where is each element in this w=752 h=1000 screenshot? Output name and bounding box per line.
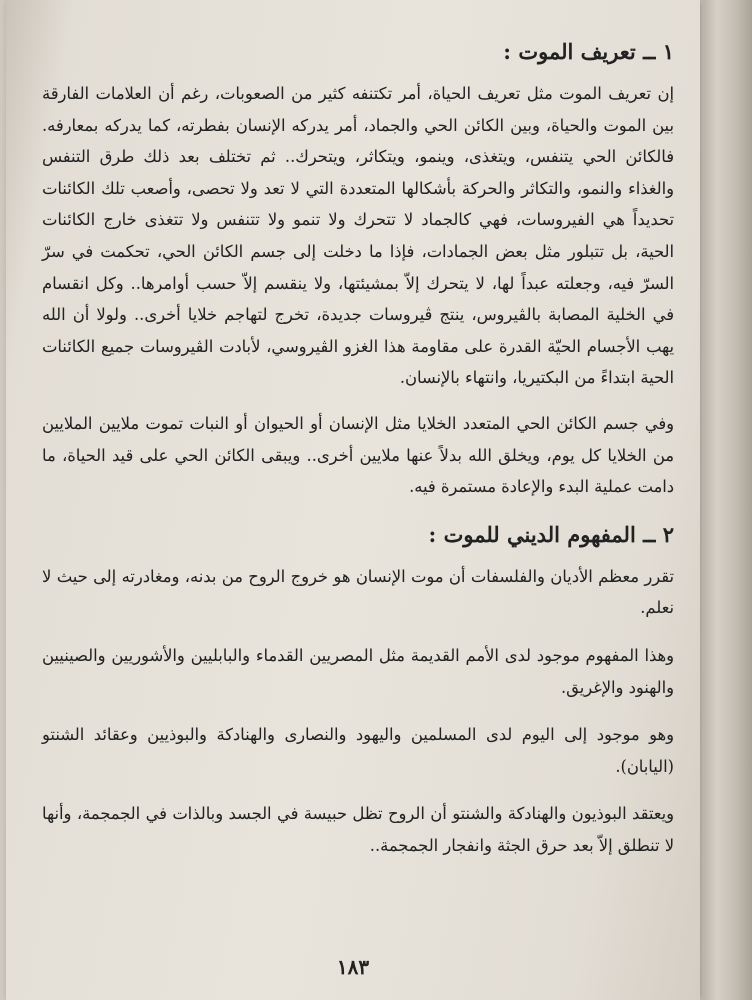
section-2-paragraph-4: ويعتقد البوذيون والهنادكة والشنتو أن الروح تظل حبيسة في الجسد وبالذات في الجمجمة، وأنها لا تنطلق إلاّ بعد حرق الجثة وانفجار الجمجمة.. xyxy=(42,804,674,855)
section-2-paragraph-1: تقرر معظم الأديان والفلسفات أن موت الإنسان هو خروج الروح من بدنه، ومغادرته إلى حيث لا نعلم. xyxy=(42,566,674,618)
section-2-heading: ٢ ــ المفهوم الديني للموت : xyxy=(428,521,674,547)
section-2-paragraph-3: وهو موجود إلى اليوم لدى المسلمين واليهود والنصارى والهنادكة والبوذيين وعقائد الشنتو (اليابان). xyxy=(42,725,674,776)
page-text xyxy=(42,30,674,877)
book-page-edge xyxy=(702,0,752,1000)
page-number: ١٨٣ xyxy=(336,955,370,979)
section-1-paragraph-2: وفي جسم الكائن الحي المتعدد الخلايا مثل الإنسان أو الحيوان أو النبات تموت ملايين الملايين من الخلايا كل يوم، ويخلق الله بدلاً عنها ملايين أخرى.. ويبقى الكائن الحي على قيد الحياة، ما دامت عملية البدء والإعادة مستمرة فيه. xyxy=(42,413,674,497)
book-page xyxy=(6,0,700,1000)
section-1-paragraph-1: إن تعريف الموت مثل تعريف الحياة، أمر تكتنفه كثير من الصعوبات، رغم أن العلامات الفارقة بين الموت والحياة، وبين الكائن الحي والجماد، أمر يدركه الإنسان بفطرته، كما يدركه بمعارفه. فالكائن الحي يتنفس، ويتغذى، وينمو، ويتكاثر، ويتحرك.. ثم تختلف بعد ذلك طرق التنفس والغذاء والنمو، والتكاثر والحركة بأشكالها المتعددة التي لا تعد ولا تحصى، وأصعب تلك الكائنات تحديداً هي الفيروسات، فهي كالجماد لا تتحرك ولا تنمو ولا تتنفس ولا تتغذى خارج الكائنات الحية، بل تتبلور مثل بعض الجمادات، فإذا ما دخلت إلى جسم الكائن الحي، تحكمت في سرّ السرّ فيه، وجعلته عبداً لها، لا يتحرك إلاّ بمشيئتها، ولا ينقسم إلاّ حسب أوامرها.. وكل انقسام في الخلية المصابة بالڤيروس، ينتج ڤيروسات جديدة، تخرج لتهاجم خلايا أخرى.. ولولا أن الله يهب الأجسام الحيّة القدرة على مقاومة هذا الغزو الڤيروسي، لأبادت الڤيروسات جميع الكائنات الحية ابتداءً من البكتيريا، وانتهاء بالإنسان. xyxy=(42,84,674,388)
section-2-paragraph-2: وهذا المفهوم موجود لدى الأمم القديمة مثل المصريين القدماء والبابليين والأشوريين والصينيين والهنود والإغريق. xyxy=(42,645,674,697)
section-1-heading: ١ ــ تعريف الموت : xyxy=(503,39,674,64)
